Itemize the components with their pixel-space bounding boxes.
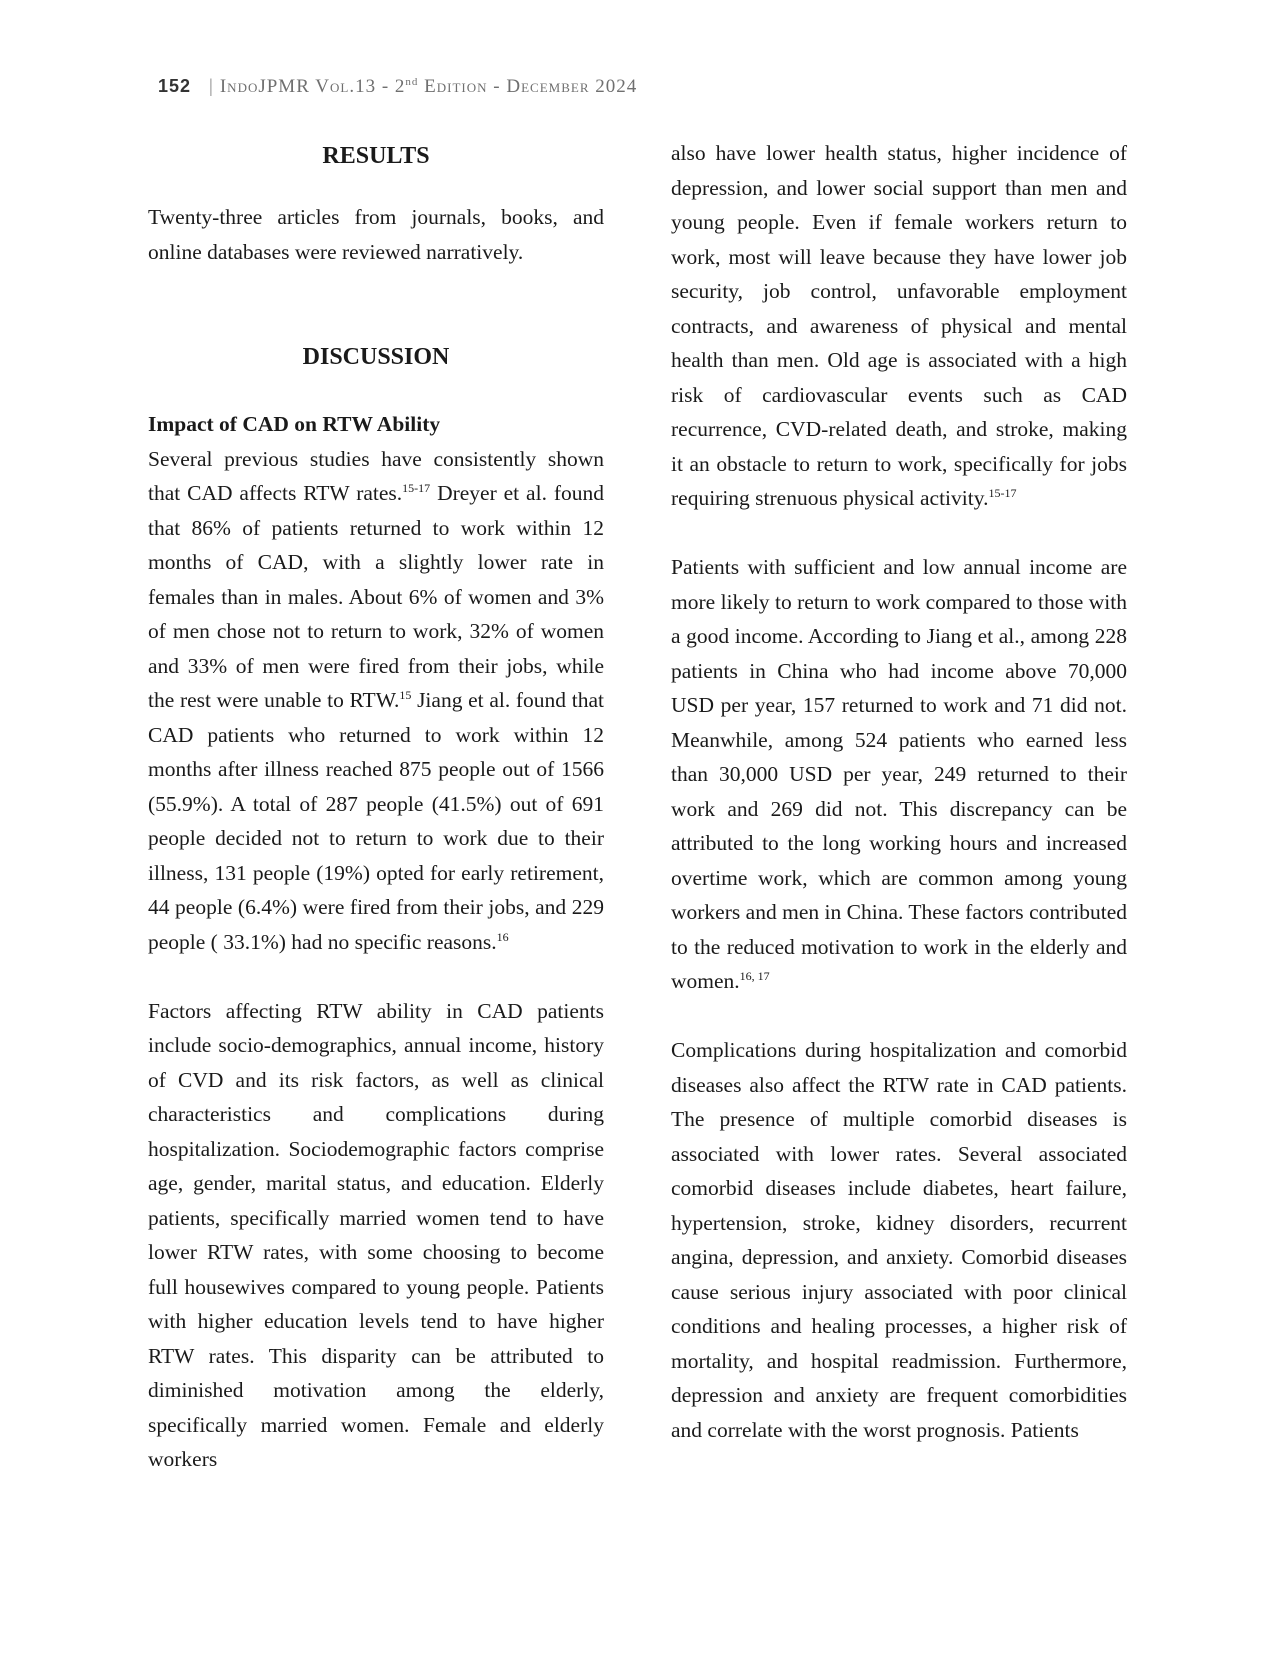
citation: 15-17 — [988, 486, 1017, 500]
left-column — [148, 136, 604, 1477]
results-paragraph: Twenty-three articles from journals, books, and online databases were reviewed narratively. — [148, 205, 604, 264]
right-column — [671, 136, 1127, 1447]
discussion-paragraph-4: Patients with sufficient and low annual income are more likely to return to work compared to those with a good income. According to Jiang et al., among 228 patients in China who had income above 70,000 USD per year, 157 returned to work and 71 did not. Meanwhile, among 524 patients who earned less than 30,000 USD per year, 249 returned to their work and 269 did not. This discrepancy can be attributed to the long working hours and increased overtime work, which are common among young workers and men in China. These factors contributed to the reduced motivation to work in the elderly and women.$^{16, 17}$ — [671, 555, 1127, 993]
header-separator: | — [209, 76, 214, 97]
running-header — [158, 76, 637, 98]
edition-date: Edition - December 2024 — [418, 76, 638, 97]
citation: 16 — [496, 929, 509, 944]
edition-ordinal: nd — [405, 76, 419, 88]
page-number: 152 — [158, 76, 192, 96]
citation: 16, 17 — [739, 969, 770, 983]
discussion-paragraph-2: Factors affecting RTW ability in CAD patients include socio-demographics, annual income, history of CVD and its risk factors, as well as clinical characteristics and complications during hospitalization. Sociodemographic factors comprise age, gender, marital status, and education. Elderly patients, specifically married women tend to have lower RTW rates, with some choosing to become full housewives compared to young people. Patients with higher education levels tend to have higher RTW rates. This disparity can be attributed to diminished motivation among the elderly, specifically married women. Female and elderly workers — [148, 998, 604, 1471]
discussion-heading: DISCUSSION — [302, 344, 450, 370]
citation: 15 — [399, 688, 412, 702]
journal-name: IndoJPMR Vol.13 - 2 — [219, 76, 406, 97]
discussion-paragraph-5: Complications during hospitalization and comorbid diseases also affect the RTW rate in CAD patients. The presence of multiple comorbid diseases is associated with lower rates. Several associated comorbid diseases include diabetes, heart failure, hypertension, stroke, kidney disorders, recurrent angina, depression, and anxiety. Comorbid diseases cause serious injury associated with poor clinical conditions and healing processes, a higher risk of mortality, and hospital readmission. Furthermore, depression and anxiety are frequent comorbidities and correlate with the worst prognosis. Patients — [671, 1038, 1127, 1442]
subsection-heading: Impact of CAD on RTW Ability — [148, 412, 441, 436]
discussion-paragraph-1: Several previous studies have consistently shown that CAD affects RTW rates.$^{15-17}$ Dreyer et al. found that 86% of patients returned to work within 12 months of CAD, with a slightly lower rate in females than in males. About 6% of women and 3% of men chose not to return to work, 32% of women and 33% of men were fired from their jobs, while the rest were unable to RTW.$^{15}$ Jiang et al. found that CAD patients who returned to work within 12 months after illness reached 875 people out of 1566 (55.9%). A total of 287 people (41.5%) out of 691 people decided not to return to work due to their illness, 131 people (19%) opted for early retirement, 44 people (6.4%) were fired from their jobs, and 229 people ( 33.1%) had no specific reasons.$^{16}$ — [148, 446, 604, 954]
discussion-paragraph-3: also have lower health status, higher incidence of depression, and lower social support than men and young people. Even if female workers return to work, most will leave because they have lower job security, job control, unfavorable employment contracts, and awareness of physical and mental health than men. Old age is associated with a high risk of cardiovascular events such as CAD recurrence, CVD-related death, and stroke, making it an obstacle to return to work, specifically for jobs requiring strenuous physical activity.$^{15-17}$ — [671, 141, 1127, 510]
results-heading: RESULTS — [322, 143, 430, 169]
citation: 15-17 — [402, 481, 431, 495]
